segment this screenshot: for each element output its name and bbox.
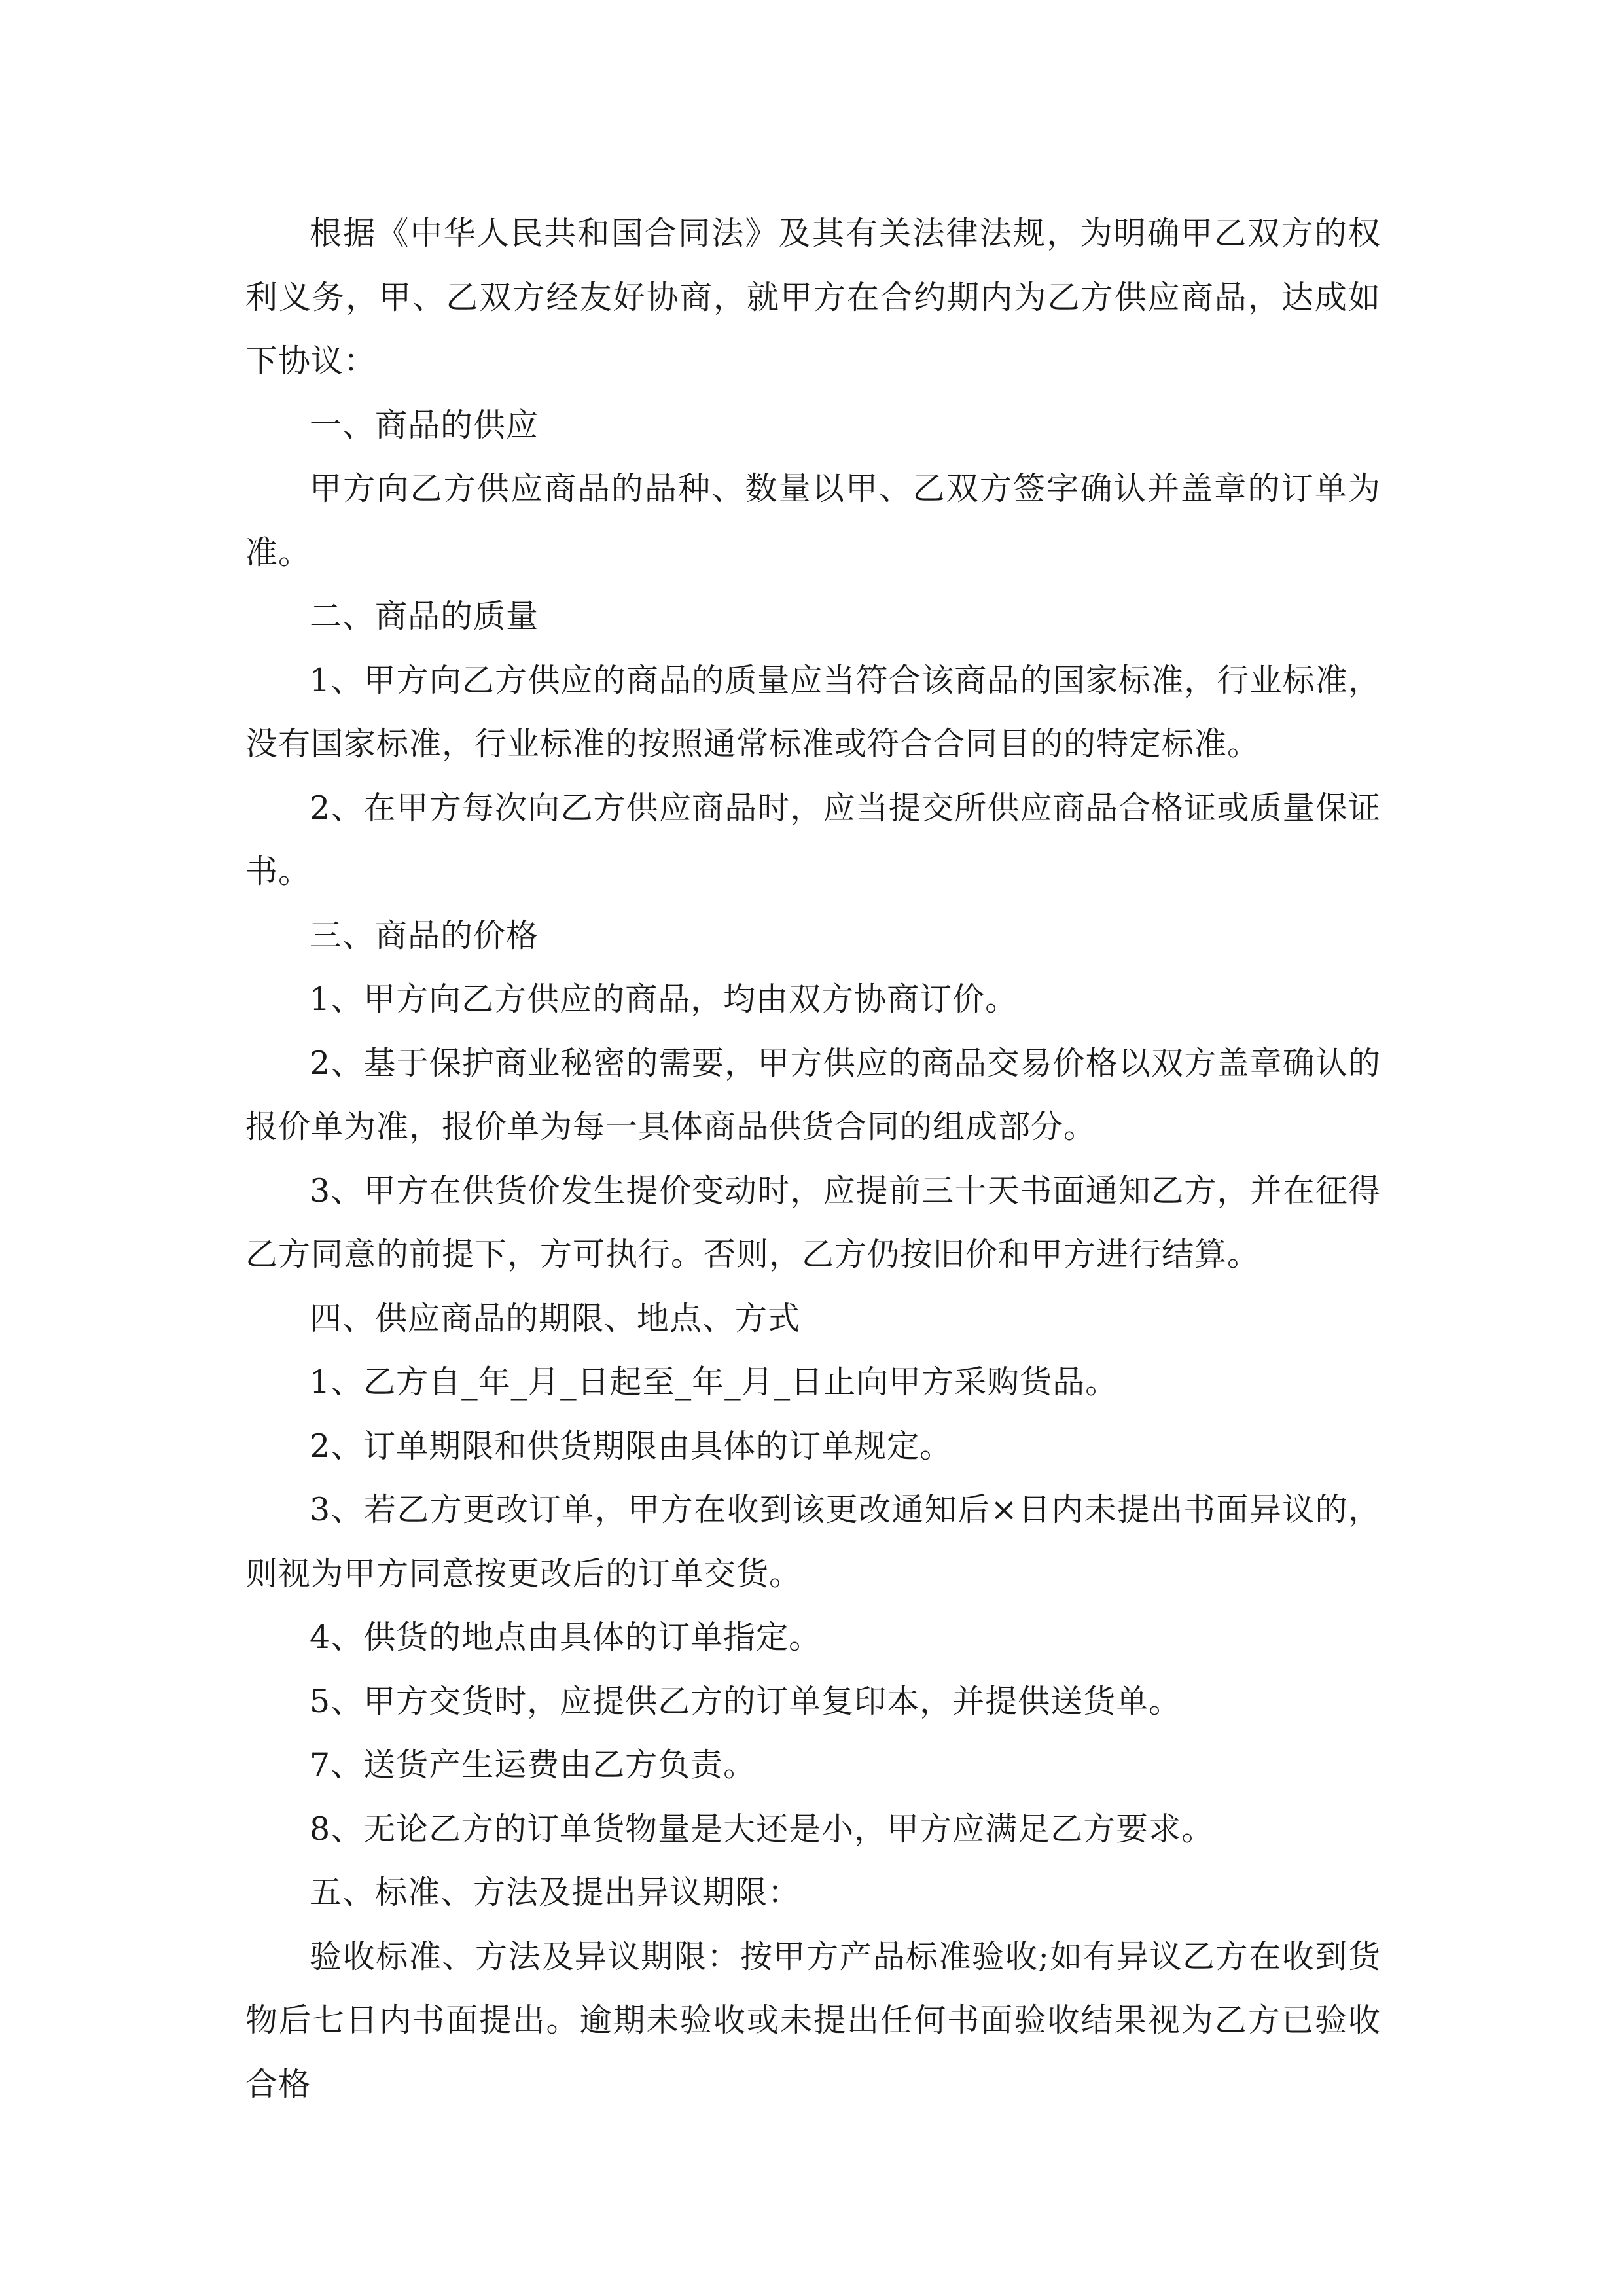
section-heading: 三、商品的价格 <box>310 916 539 954</box>
intro-paragraph: 根据《中华人民共和国合同法》及其有关法律法规，为明确甲乙双方的权利义务，甲、乙双方经友好协商，就甲方在合约期内为乙方供应商品，达成如下协议： <box>245 215 1381 380</box>
clause-paragraph: 1、甲方向乙方供应的商品的质量应当符合该商品的国家标准，行业标准，没有国家标准，行业标准的按照通常标准或符合合同目的的特定标准。 <box>245 661 1381 762</box>
document-body <box>245 202 1381 2116</box>
clause-paragraph: 8、无论乙方的订单货物量是大还是小，甲方应满足乙方要求。 <box>310 1810 1215 1848</box>
section-heading: 二、商品的质量 <box>310 598 539 635</box>
clause-paragraph: 验收标准、方法及异议期限：按甲方产品标准验收;如有异议乙方在收到货物后七日内书面提出。逾期未验收或未提出任何书面验收结果视为乙方已验收合格 <box>245 1937 1381 2103</box>
clause-paragraph: 2、订单期限和供货期限由具体的订单规定。 <box>310 1427 953 1465</box>
clause-paragraph: 1、甲方向乙方供应的商品，均由双方协商订价。 <box>310 980 1018 1018</box>
clause-paragraph: 3、若乙方更改订单，甲方在收到该更改通知后×日内未提出书面异议的，则视为甲方同意按更改后的订单交货。 <box>245 1491 1381 1592</box>
section-heading: 一、商品的供应 <box>310 406 539 444</box>
clause-paragraph: 2、在甲方每次向乙方供应商品时，应当提交所供应商品合格证或质量保证书。 <box>245 789 1381 890</box>
section-heading: 四、供应商品的期限、地点、方式 <box>310 1299 801 1337</box>
clause-paragraph: 2、基于保护商业秘密的需要，甲方供应的商品交易价格以双方盖章确认的报价单为准，报价单为每一具体商品供货合同的组成部分。 <box>245 1044 1381 1145</box>
clause-paragraph: 1、乙方自_年_月_日起至_年_月_日止向甲方采购货品。 <box>310 1363 1118 1401</box>
section-heading: 五、标准、方法及提出异议期限： <box>310 1874 801 1911</box>
clause-paragraph: 甲方向乙方供应商品的品种、数量以甲、乙双方签字确认并盖章的订单为准。 <box>245 470 1381 571</box>
clause-paragraph: 4、供货的地点由具体的订单指定。 <box>310 1619 822 1656</box>
clause-paragraph: 5、甲方交货时，应提供乙方的订单复印本，并提供送货单。 <box>310 1682 1182 1720</box>
clause-paragraph: 7、送货产生运费由乙方负责。 <box>310 1746 757 1784</box>
clause-paragraph: 3、甲方在供货价发生提价变动时，应提前三十天书面通知乙方，并在征得乙方同意的前提下，方可执行。否则，乙方仍按旧价和甲方进行结算。 <box>245 1172 1381 1273</box>
